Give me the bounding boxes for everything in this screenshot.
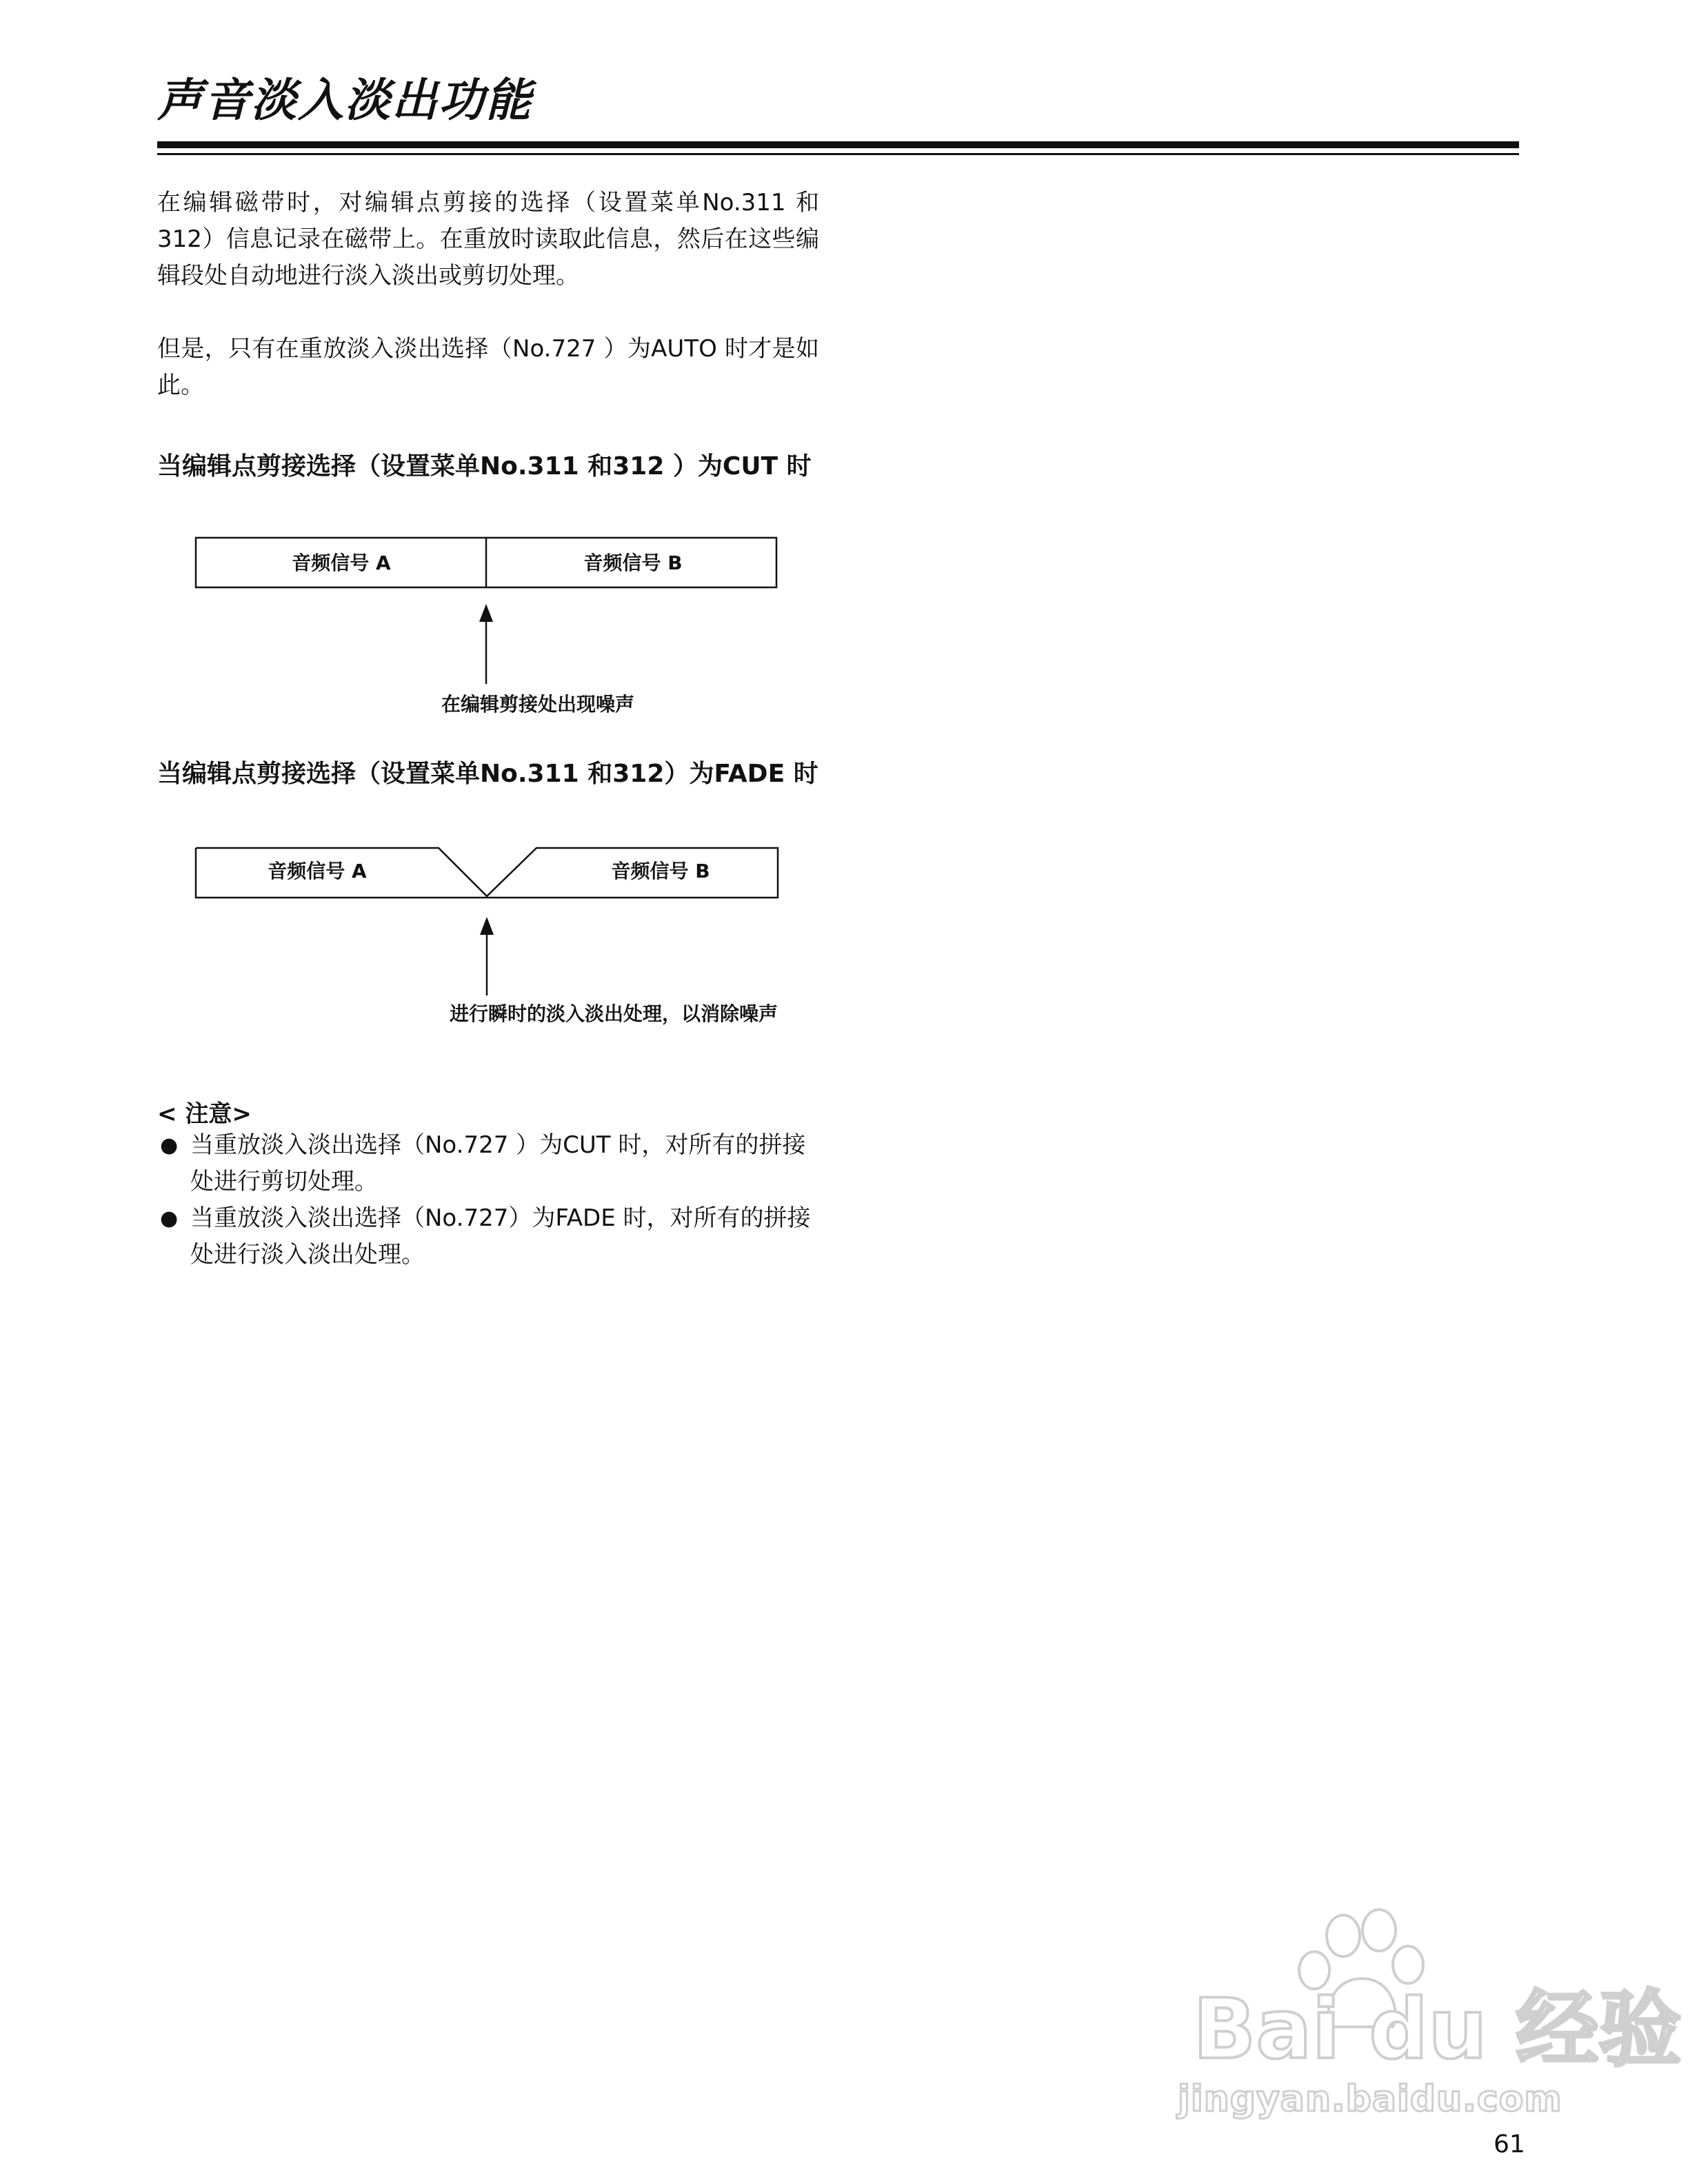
note-item [160,1127,822,1200]
fade-signal-b-label: 音频信号 B [611,860,710,882]
fade-section-heading: 当编辑点剪接选择（设置菜单No.311 和312）为FADE 时 [157,760,818,788]
intro-note-paragraph: 但是，只有在重放淡入淡出选择（No.727 ）为AUTO 时才是如此。 [157,335,819,399]
note-text: 当重放淡入淡出选择（No.727）为FADE 时，对所有的拼接处进行淡入淡出处理。 [190,1204,811,1268]
fade-signal-a-label: 音频信号 A [268,860,367,882]
cut-arrow-head [479,604,493,622]
fade-diagram [196,848,778,1025]
watermark-url: jingyan.baidu.com [1178,2079,1563,2120]
bullet-icon: ● [160,1206,179,1231]
intro-paragraph: 在编辑磁带时，对编辑点剪接的选择（设置菜单No.311 和312）信息记录在磁带上。在重放时读取此信息，然后在这些编辑段处自动地进行淡入淡出或剪切处理。 [157,189,819,290]
notes-label: < 注意> [157,1100,252,1128]
page-number: 61 [1494,2130,1525,2158]
baidu-watermark-logo [1193,1910,1682,2082]
fade-arrow-head [480,917,494,935]
bullet-icon: ● [160,1133,179,1157]
note-text: 当重放淡入淡出选择（No.727 ）为CUT 时，对所有的拼接处进行剪切处理。 [190,1131,806,1195]
cut-signal-b-label: 音频信号 B [583,552,683,574]
cut-caption: 在编辑剪接处出现噪声 [441,693,635,716]
watermark-brand: Bai du 经验 [1193,1982,1682,2078]
cut-signal-a-label: 音频信号 A [292,552,391,574]
cut-diagram [196,538,776,716]
fade-caption: 进行瞬时的淡入淡出处理，以消除噪声 [449,1002,778,1025]
page-title: 声音淡入淡出功能 [157,74,532,127]
cut-section-heading: 当编辑点剪接选择（设置菜单No.311 和312 ）为CUT 时 [157,452,812,481]
note-item [160,1200,822,1273]
